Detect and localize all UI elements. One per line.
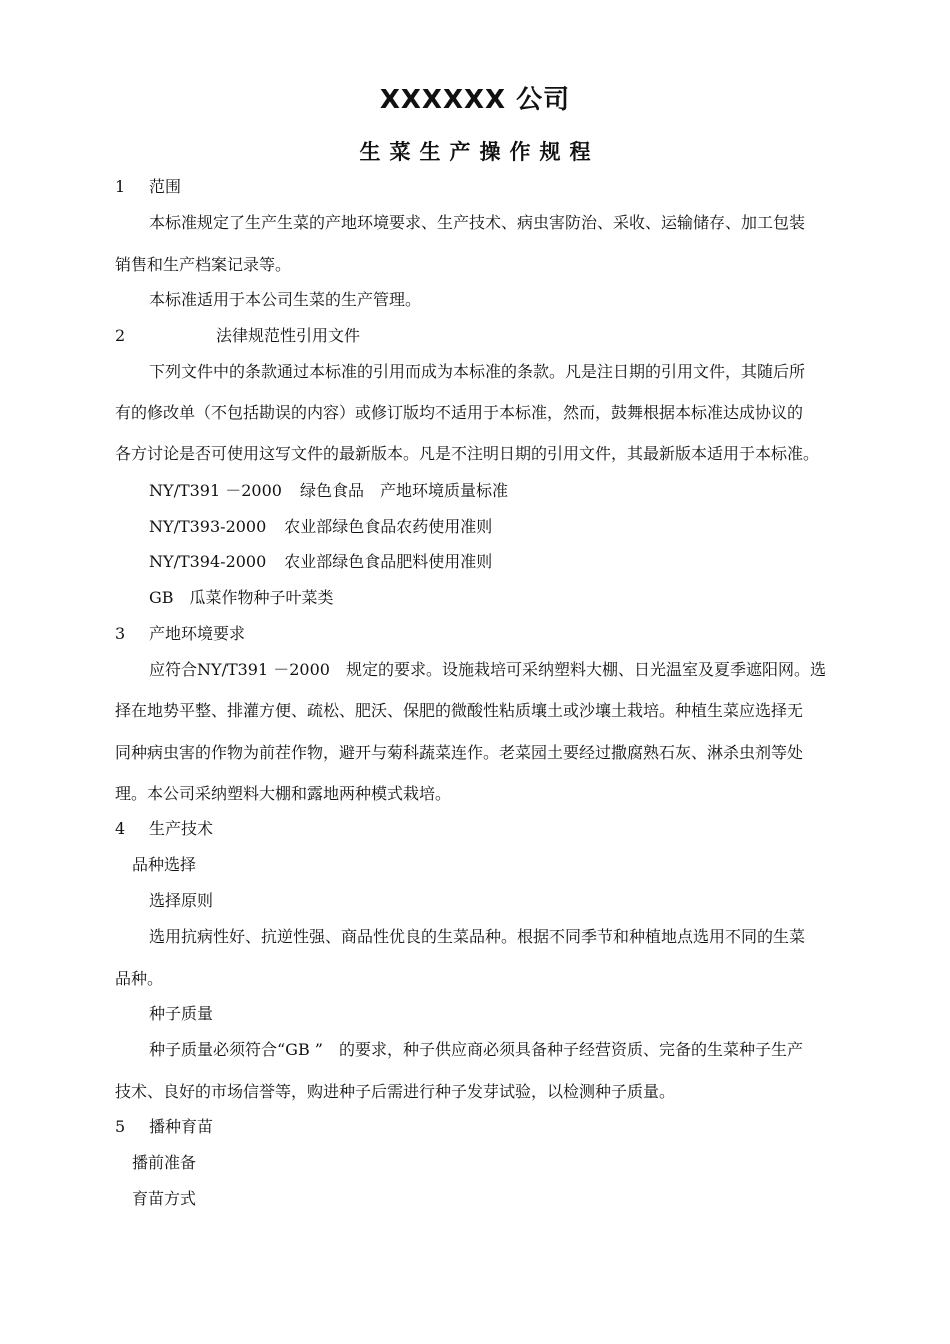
section-number: 3	[115, 624, 126, 643]
reference-item	[149, 551, 879, 573]
reference-code: NY/T394-2000	[149, 552, 267, 571]
paragraph-line: 种子质量必须符合“GB ” 的要求，种子供应商必须具备种子经营资质、完备的生菜种子生产	[149, 1040, 803, 1059]
subsection-heading: 品种选择	[132, 855, 197, 874]
section-title: 法律规范性引用文件	[216, 326, 361, 345]
reference-item	[149, 480, 879, 502]
section-number: 2	[115, 326, 126, 345]
section-title: 播种育苗	[149, 1117, 214, 1136]
reference-name: 农业部绿色食品肥料使用准则	[284, 552, 493, 571]
section-title: 生产技术	[149, 819, 214, 838]
paragraph-line: 各方讨论是否可使用这写文件的最新版本。凡是不注明日期的引用文件，其最新版本适用于本标准。	[115, 444, 820, 463]
paragraph-line: 同种病虫害的作物为前茬作物，避开与菊科蔬菜连作。老菜园土要经过撒腐熟石灰、淋杀虫剂等处	[115, 743, 804, 762]
reference-name: 绿色食品 产地环境质量标准	[299, 481, 508, 500]
paragraph-line: 择在地势平整、排灌方便、疏松、肥沃、保肥的微酸性粘质壤土或沙壤土栽培。种植生菜应选择无	[115, 701, 804, 720]
subsubsection-heading: 选择原则	[149, 891, 214, 910]
reference-code: NY/T391 －2000	[149, 481, 282, 500]
paragraph-line: 本标准规定了生产生菜的产地环境要求、生产技术、病虫害防治、采收、运输储存、加工包装	[149, 213, 806, 232]
section-title: 范围	[149, 177, 182, 196]
paragraph-line: 应符合NY/T391 －2000 规定的要求。设施栽培可采纳塑料大棚、日光温室及夏季遮阳网。选	[149, 660, 826, 679]
paragraph-line: 有的修改单（不包括勘误的内容）或修订版均不适用于本标准，然而，鼓舞根据本标准达成协议的	[115, 403, 804, 422]
paragraph-line: 选用抗病性好、抗逆性强、商品性优良的生菜品种。根据不同季节和种植地点选用不同的生菜	[149, 927, 806, 946]
reference-item	[149, 516, 879, 538]
section-2-heading	[115, 325, 845, 347]
paragraph-line: 下列文件中的条款通过本标准的引用而成为本标准的条款。凡是注日期的引用文件，其随后所	[149, 362, 806, 381]
paragraph-line: 理。本公司采纳塑料大棚和露地两种模式栽培。	[115, 784, 452, 803]
reference-name: 瓜菜作物种子叶菜类	[189, 588, 334, 607]
paragraph-line: 技术、良好的市场信誉等，购进种子后需进行种子发芽试验，以检测种子质量。	[115, 1082, 676, 1101]
subsection-heading: 播前准备	[132, 1153, 197, 1172]
section-title: 产地环境要求	[149, 624, 246, 643]
reference-name: 农业部绿色食品农药使用准则	[284, 517, 493, 536]
paragraph-line: 本标准适用于本公司生菜的生产管理。	[149, 290, 422, 309]
section-4-heading	[115, 818, 845, 840]
paragraph-line: 品种。	[115, 969, 164, 988]
section-5-heading	[115, 1116, 845, 1138]
reference-code: GB	[149, 588, 174, 607]
reference-item	[149, 587, 879, 609]
reference-code: NY/T393-2000	[149, 517, 267, 536]
section-1-heading	[115, 176, 845, 198]
document-title: 生菜生产操作规程	[359, 140, 600, 164]
section-number: 5	[115, 1117, 126, 1136]
subsubsection-heading: 种子质量	[149, 1004, 214, 1023]
company-name: XXXXXX 公司	[379, 85, 571, 115]
subsection-heading: 育苗方式	[132, 1189, 197, 1208]
section-number: 1	[115, 177, 126, 196]
section-number: 4	[115, 819, 126, 838]
paragraph-line: 销售和生产档案记录等。	[115, 255, 292, 274]
section-3-heading	[115, 623, 845, 645]
